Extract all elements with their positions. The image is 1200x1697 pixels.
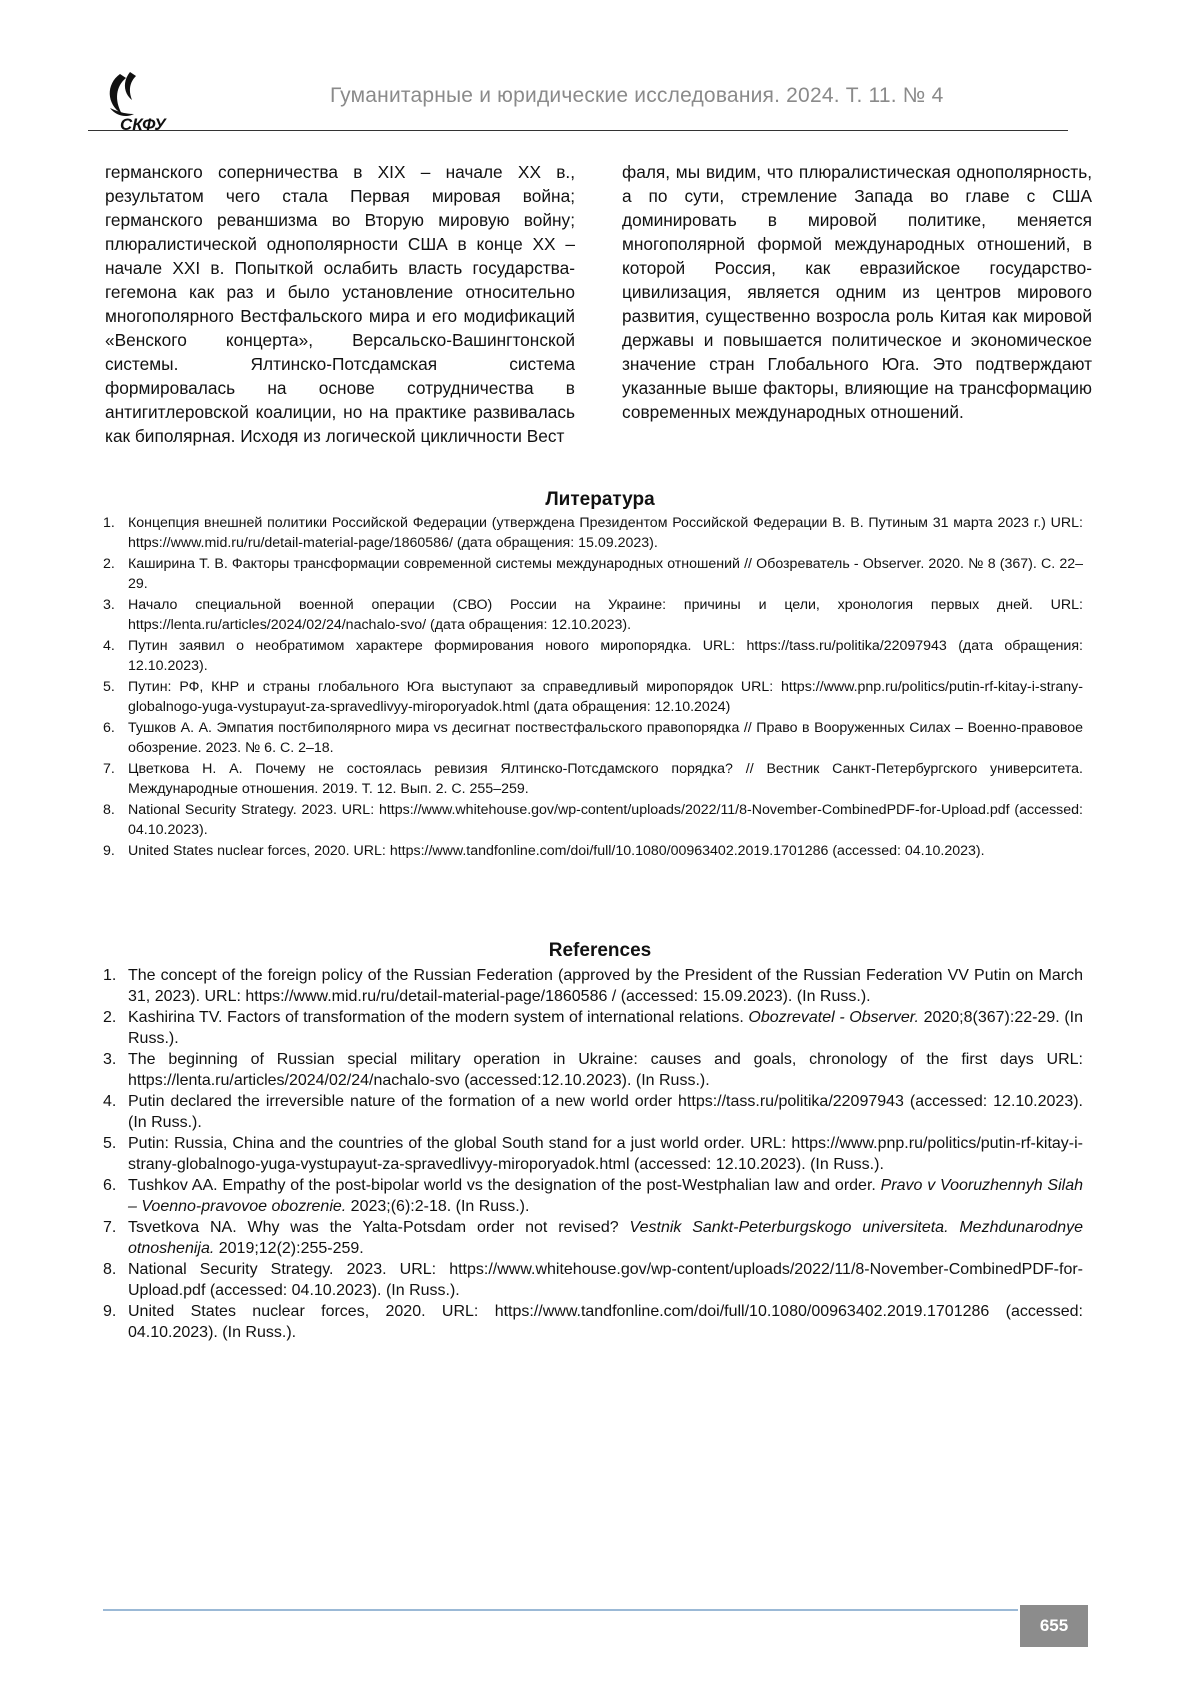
reference-number: 1. (103, 514, 115, 534)
journal-title: Гуманитарные и юридические исследования. 2024. Т. 11. № 4 (330, 84, 943, 108)
reference-number: 5. (103, 678, 115, 698)
reference-text: National Security Strategy. 2023. URL: https://www.whitehouse.gov/wp-content/uploads/2022/11/8-November-CombinedPDF-for-Upload.pdf (accessed: 04.10.2023). (In Russ.). (128, 1261, 1083, 1299)
reference-item (103, 514, 1083, 553)
reference-text: Каширина Т. В. Факторы трансформации современной системы международных отношений // Обозреватель - Observer. 2020. № 8 (367). С. 22–29. (128, 556, 1083, 592)
reference-number: 8. (103, 1260, 116, 1281)
logo-text: СКФУ (120, 115, 167, 132)
reference-text: Kashirina TV. Factors of transformation of the modern system of international relations. (128, 1009, 748, 1026)
reference-number: 3. (103, 1050, 116, 1071)
reference-text: Pravo v Vooruzhennyh Silah – Voenno-pravovoe obozrenie. (128, 1177, 1083, 1215)
reference-number: 7. (103, 760, 115, 780)
reference-item (103, 1092, 1083, 1133)
reference-text: Vestnik Sankt-Peterburgskogo universiteta. Mezhdu­narodnye otnoshenija. (128, 1219, 1083, 1257)
reference-text: United States nuclear forces, 2020. URL: https://www.tandfonline.com/doi/full/10.1080/00963402.2019.1701286 (ac­cessed: 04.10.2023). (In Russ.). (128, 1303, 1083, 1341)
reference-number: 7. (103, 1218, 116, 1239)
page-number: 655 (1020, 1605, 1088, 1647)
university-logo (100, 70, 178, 132)
reference-number: 8. (103, 801, 115, 821)
reference-text: Putin: Russia, China and the countries of the global South stand for a just world order. URL: https://www.pnp.ru/politics/putin-rf-kitay-i-strany-globalnogo-yuga-vystupayut-za-spravedlivyy-miroporyadok.html (ac­cessed: 12.10.2023). (In Russ.). (128, 1135, 1083, 1173)
reference-text: Концепция внешней политики Российской Федерации (утверждена Президентом Российской Федерации В. В. Пути­ным 31 марта 2023 г.) URL: https://www.mid.ru/ru/detail-material-page/1860586/ (дата обращения: 15.09.2023). (128, 515, 1083, 551)
reference-number: 6. (103, 719, 115, 739)
reference-text: 2019;12(2):255-259. (214, 1240, 363, 1257)
reference-number: 9. (103, 842, 115, 862)
reference-text: Начало специальной военной операции (СВО) России на Украине: причины и цели, хронология первых дней. URL: https://lenta.ru/articles/2024/02/24/nachalo-svo/ (дата обращения: 12.10.2023). (128, 597, 1083, 633)
literature-list (103, 514, 1083, 864)
reference-item (103, 1260, 1083, 1301)
reference-item (103, 678, 1083, 717)
reference-text: Tsvetkova NA. Why was the Yalta-Potsdam order not revised? (128, 1219, 630, 1236)
reference-item (103, 966, 1083, 1007)
reference-number: 4. (103, 637, 115, 657)
reference-item (103, 1050, 1083, 1091)
reference-text: National Security Strategy. 2023. URL: https://www.whitehouse.gov/wp-content/uploads/2022/11/8-November-CombinedPDF-for-Upload.pdf (accessed: 04.10.2023). (128, 802, 1083, 838)
literature-heading: Литература (0, 489, 1200, 511)
reference-number: 9. (103, 1302, 116, 1323)
reference-item (103, 1176, 1083, 1217)
reference-text: Tushkov AA. Empathy of the post-bipolar world vs the designation of the post-Westphalian law and order. (128, 1177, 881, 1194)
reference-item (103, 760, 1083, 799)
references-list (103, 966, 1083, 1344)
reference-item (103, 842, 1083, 862)
reference-text: Путин: РФ, КНР и страны глобального Юга выступают за справедливый миропорядок URL: https://www.pnp.ru/politics/putin-rf-kitay-i-strany-globalnogo-yuga-vystupayut-za-spravedlivyy-miroporyadok.html (дата обра­щения: 12.10.2024) (128, 679, 1083, 715)
reference-number: 3. (103, 596, 115, 616)
reference-number: 4. (103, 1092, 116, 1113)
reference-text: Тушков А. А. Эмпатия постбиполярного мира vs десигнат поствестфальского правопорядка // Право в Вооруженных Силах – Военно-правовое обозрение. 2023. № 6. С. 2–18. (128, 720, 1083, 756)
reference-text: Obozrevatel - Observer. (748, 1009, 919, 1026)
reference-text: The concept of the foreign policy of the Russian Federation (approved by the President of the Russian Federation VV Putin on March 31, 2023). URL: https://www.mid.ru/ru/detail-material-page/1860586 / (accessed: 15.09.2023). (In Russ.). (128, 967, 1083, 1005)
footer-divider (103, 1609, 1018, 1611)
reference-number: 5. (103, 1134, 116, 1155)
references-heading: References (0, 940, 1200, 962)
reference-text: 2020;8(367):22-29. (In Russ.). (128, 1009, 1083, 1047)
reference-text: 2023;(6):2-18. (In Russ.). (346, 1198, 529, 1215)
reference-item (103, 719, 1083, 758)
reference-item (103, 1302, 1083, 1343)
body-column-left: германского соперничества в XIX – начале XX в., результатом чего стала Первая мировая война; германского реваншизма во Вторую мировую войну; плюралистической однополярности США в конце XX – начале XXI в. Попыткой ослабить власть государства-гегемона как раз и было уста­новление относительно многополярного Вест­фальского мира и его модификаций «Венского концерта», Версальско-Вашингтонской системы. Ялтинско-Потсдамская система формировалась на основе сотрудничества в антигитлеровской коалиции, но на практике развивалась как бипо­лярная. Исходя из логической цикличности Вест­ (105, 160, 575, 448)
reference-number: 6. (103, 1176, 116, 1197)
body-column-right: фаля, мы видим, что плюралистическая однопо­лярность, а по сути, стремление Запада во главе с США доминировать в мировой политике, меня­ется многополярной формой международных от­ношений, в которой Россия, как евразийское госу­дарство-цивилизация, является одним из центров мирового развития, существенно возросла роль Китая как мировой державы и повышается поли­тическое и экономическое значение стран Гло­бального Юга. Это подтверждают указанные вы­ше факторы, влияющие на трансформацию со­временных международных отношений. (622, 160, 1092, 424)
reference-item (103, 596, 1083, 635)
reference-item (103, 555, 1083, 594)
reference-item (103, 1218, 1083, 1259)
reference-number: 2. (103, 1008, 116, 1029)
reference-text: Путин заявил о необратимом характере формирования нового миропорядка. URL: https://tass.ru/politika/22097943 (дата обращения: 12.10.2023). (128, 638, 1083, 674)
reference-item (103, 1008, 1083, 1049)
header-divider (88, 130, 1068, 131)
reference-item (103, 1134, 1083, 1175)
reference-item (103, 801, 1083, 840)
reference-number: 2. (103, 555, 115, 575)
reference-text: Цветкова Н. А. Почему не состоялась ревизия Ялтинско-Потсдамского порядка? // Вестник Санкт-Петербургского уни­верситета. Международные отношения. 2019. Т. 12. Вып. 2. С. 255–259. (128, 761, 1083, 797)
reference-item (103, 637, 1083, 676)
reference-text: United States nuclear forces, 2020. URL: https://www.tandfonline.com/doi/full/10.1080/00963402.2019.1701286 (accessed: 04.10.2023). (128, 843, 985, 859)
reference-text: Putin declared the irreversible nature of the formation of a new world order https://tass.ru/politika/22097943 (ac­cessed: 12.10.2023). (In Russ.). (128, 1093, 1083, 1131)
reference-number: 1. (103, 966, 116, 987)
reference-text: The beginning of Russian special military operation in Ukraine: causes and goals, chronology of the first days URL: https://lenta.ru/articles/2024/02/24/nachalo-svo (accessed:12.10.2023). (In Russ.). (128, 1051, 1083, 1089)
